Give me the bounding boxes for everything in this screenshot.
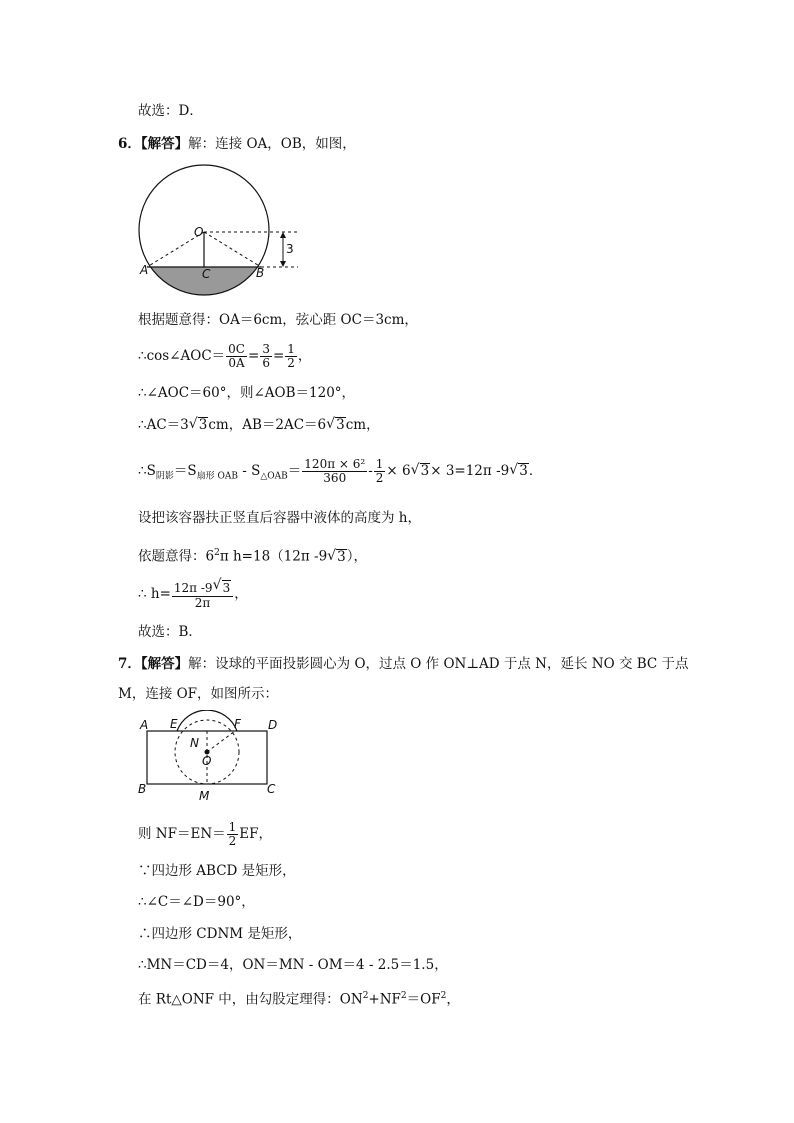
q6-step8: ∴ h= 12π -9 √ 3 2π ， xyxy=(138,576,248,610)
q6-step7: 依题意得：$6^2\pi$ h=18（12π -9 √ 3）， xyxy=(138,547,368,565)
label-D: D xyxy=(268,718,278,732)
label-M: M xyxy=(199,789,210,803)
q6-step3: ∴∠AOC＝60°，则∠AOB＝120°， xyxy=(138,385,356,401)
q6-step4: ∴AC＝3 √ 3cm，AB＝2AC＝6 √ 3cm， xyxy=(138,416,380,433)
label-O: O xyxy=(194,225,204,239)
answer-line-5: 故选：D． xyxy=(138,103,203,119)
q6-step1: 根据题意得：OA＝6cm，弦心距 OC＝3cm， xyxy=(138,312,418,328)
label-B: B xyxy=(256,266,265,280)
q6-step5: $\therefore S_{阴影}=S_{扇形 OAB} - S_{\triangle OAB}=$ $\frac{\text{120π × 6²}}{360}$ - $\frac{1}{2}$ × 6 √ 3× 3=12π -9 √ 3． xyxy=(138,457,543,485)
q6-figure xyxy=(132,160,312,300)
label-O: O xyxy=(202,754,212,768)
label-C: C xyxy=(202,267,211,281)
label-E: E xyxy=(170,717,178,731)
q7-step1: 则 NF＝EN＝ $\frac{1}{2}$ EF， xyxy=(138,820,273,848)
q7-step2: ∵四边形 ABCD 是矩形， xyxy=(138,863,296,879)
q6-step2: ∴cos∠AOC＝ $\frac{0C}{0A}$ = $\frac{3}{6}$ = $\frac{1}{2}$ ， xyxy=(138,342,312,370)
label-N: N xyxy=(190,736,199,750)
q7-step6: 在 Rt△ONF 中，由勾股定理得：$ON^2+NF^2=OF^2$， xyxy=(138,991,460,1008)
q7-step4: ∴四边形 CDNM 是矩形， xyxy=(138,926,302,942)
label-F: F xyxy=(234,717,241,731)
q7-figure xyxy=(132,710,292,806)
q7-heading: 7．【解答】解：设球的平面投影圆心为 O，过点 O 作 ON⊥AD 于点 N，延长 NO 交 BC 于点 xyxy=(118,656,689,672)
q7-heading-cont: M，连接 OF，如图所示： xyxy=(118,686,279,702)
label-A: A xyxy=(140,718,149,732)
label-B: B xyxy=(138,782,147,796)
q6-heading: 6．【解答】解：连接 OA，OB，如图， xyxy=(118,136,356,152)
label-3: 3 xyxy=(286,242,294,256)
q6-answer: 故选：B． xyxy=(138,624,202,640)
q7-step3: ∴∠C＝∠D＝90°， xyxy=(138,894,255,910)
q7-step5: ∴MN＝CD＝4，ON＝MN - OM＝4 - 2.5＝1.5， xyxy=(138,957,448,973)
label-C: C xyxy=(267,782,276,796)
label-A: A xyxy=(140,263,149,277)
q6-step6: 设把该容器扶正竖直后容器中液体的高度为 h， xyxy=(138,510,421,526)
